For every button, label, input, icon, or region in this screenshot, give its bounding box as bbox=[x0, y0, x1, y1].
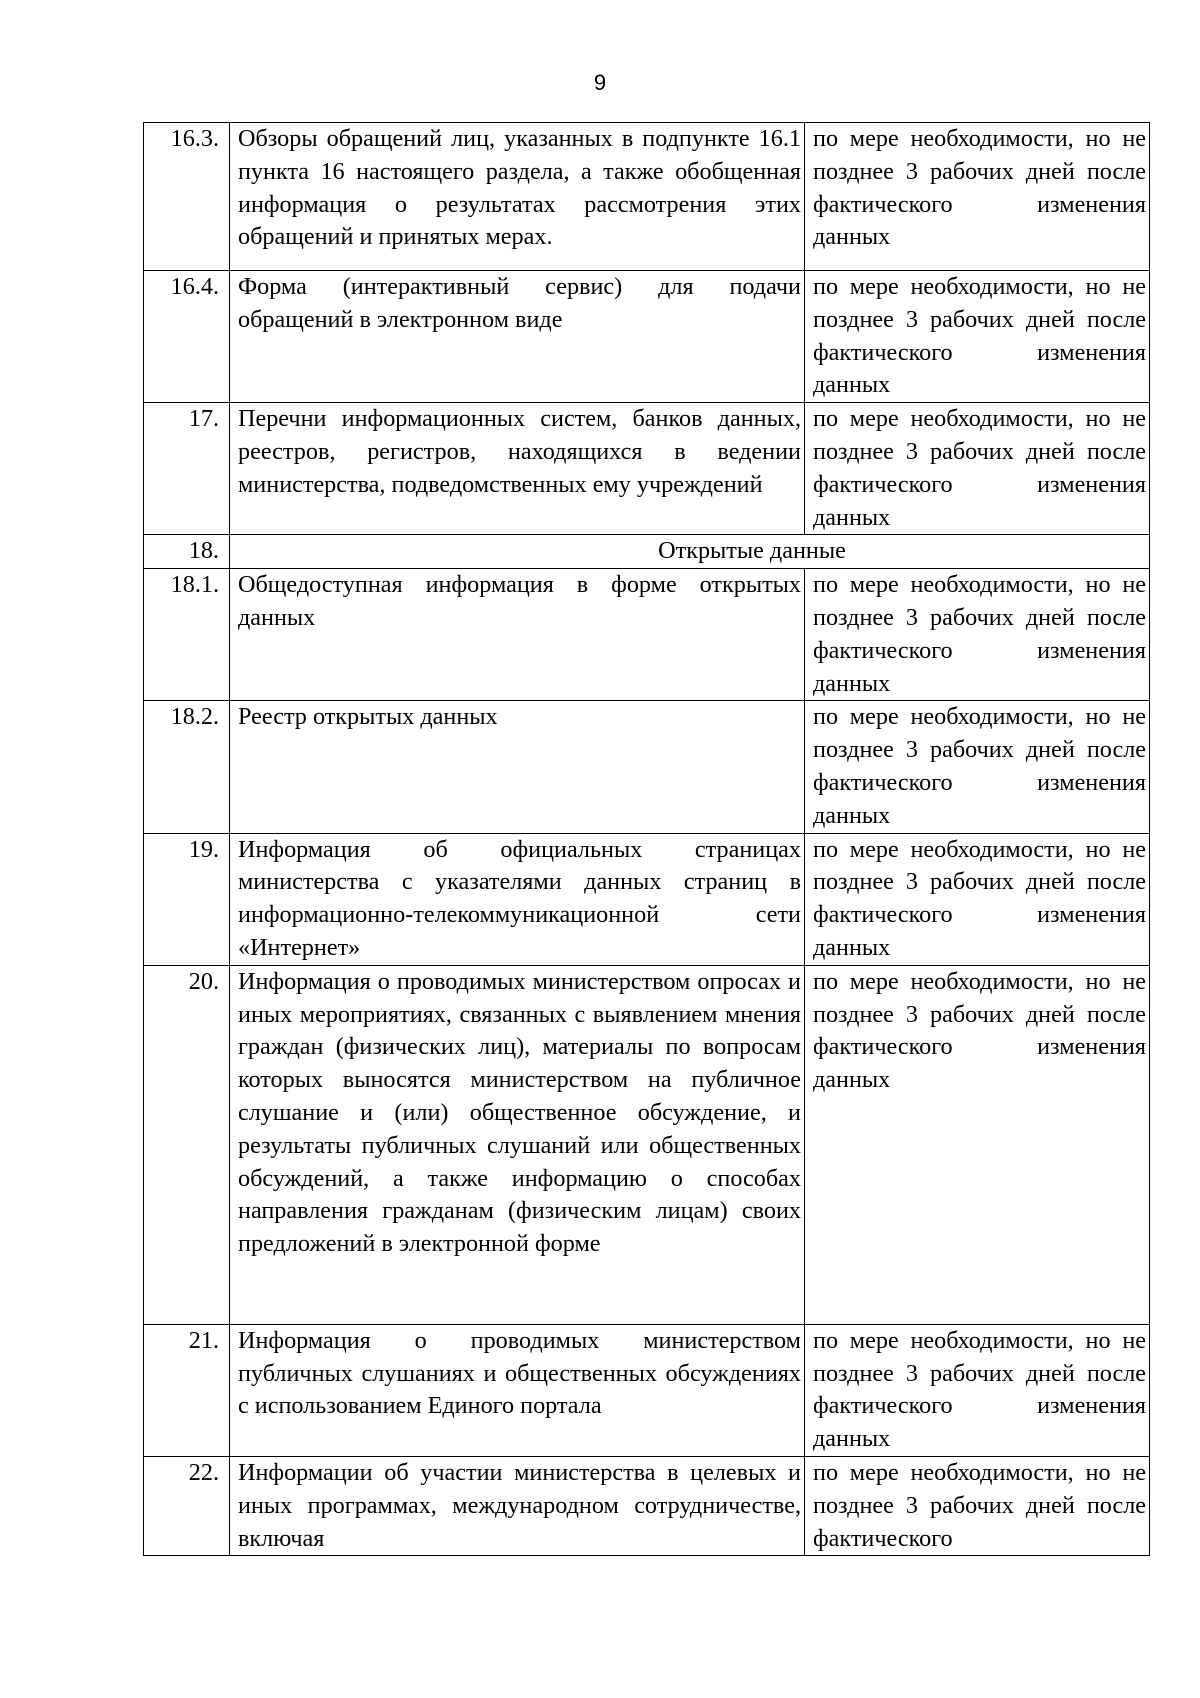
row-description: Информация об официальных страницах министерства с указателями данных страниц в информационно-телекоммуникационной сети «Интернет» bbox=[230, 833, 805, 965]
row-deadline: по мере необходимости, но не позднее 3 рабочих дней после фактического изменения данных bbox=[805, 271, 1150, 403]
row-description: Перечни информационных систем, банков данных, реестров, регистров, находящихся в ведении министерства, подведомственных ему учреждений bbox=[230, 403, 805, 535]
row-deadline: по мере необходимости, но не позднее 3 рабочих дней после фактического изменения данных bbox=[805, 701, 1150, 833]
table-row bbox=[144, 569, 1150, 701]
row-description: Информация о проводимых министерством опросах и иных мероприятиях, связанных с выявлением мнения граждан (физических лиц), материалы по вопросам которых выносятся министерством на публичное слушание и (или) общественное обсуждение, и результаты публичных слушаний или общественных обсуждений, а также информацию о способах направления гражданам (физическим лицам) своих предложений в электронной форме bbox=[230, 965, 805, 1324]
page-number: 9 bbox=[593, 70, 607, 95]
table-row bbox=[144, 965, 1150, 1324]
table-row bbox=[144, 1324, 1150, 1456]
row-number: 16.3. bbox=[144, 123, 230, 271]
row-deadline: по мере необходимости, но не позднее 3 рабочих дней после фактического изменения данных bbox=[805, 123, 1150, 271]
row-number: 18.2. bbox=[144, 701, 230, 833]
section-heading-text: Открытые данные bbox=[658, 537, 846, 565]
section-heading bbox=[230, 535, 1150, 569]
section-row bbox=[144, 535, 1150, 569]
table-row bbox=[144, 403, 1150, 535]
row-deadline: по мере необходимости, но не позднее 3 рабочих дней после фактического изменения данных bbox=[805, 833, 1150, 965]
row-description: Реестр открытых данных bbox=[230, 701, 805, 833]
row-deadline: по мере необходимости, но не позднее 3 рабочих дней после фактического изменения данных bbox=[805, 403, 1150, 535]
row-number: 22. bbox=[144, 1456, 230, 1555]
table-row bbox=[144, 701, 1150, 833]
row-description: Информации об участии министерства в целевых и иных программах, международном сотрудничестве, включая bbox=[230, 1456, 805, 1555]
row-number: 18.1. bbox=[144, 569, 230, 701]
publication-schedule-table bbox=[143, 122, 1150, 1556]
row-number: 16.4. bbox=[144, 271, 230, 403]
row-deadline: по мере необходимости, но не позднее 3 рабочих дней после фактического изменения данных bbox=[805, 569, 1150, 701]
row-description: Форма (интерактивный сервис) для подачи обращений в электронном виде bbox=[230, 271, 805, 403]
row-description: Обзоры обращений лиц, указанных в подпункте 16.1 пункта 16 настоящего раздела, а также обобщенная информация о результатах рассмотрения этих обращений и принятых мерах. bbox=[230, 123, 805, 271]
row-number: 20. bbox=[144, 965, 230, 1324]
row-deadline: по мере необходимости, но не позднее 3 рабочих дней после фактического bbox=[805, 1456, 1150, 1555]
table-row bbox=[144, 1456, 1150, 1555]
table-row bbox=[144, 123, 1150, 271]
row-deadline: по мере необходимости, но не позднее 3 рабочих дней после фактического изменения данных bbox=[805, 1324, 1150, 1456]
row-number: 18. bbox=[144, 535, 230, 569]
table-row bbox=[144, 271, 1150, 403]
row-deadline: по мере необходимости, но не позднее 3 рабочих дней после фактического изменения данных bbox=[805, 965, 1150, 1324]
row-number: 17. bbox=[144, 403, 230, 535]
table-row bbox=[144, 833, 1150, 965]
row-description: Информация о проводимых министерством публичных слушаниях и общественных обсуждениях с использованием Единого портала bbox=[230, 1324, 805, 1456]
row-description: Общедоступная информация в форме открытых данных bbox=[230, 569, 805, 701]
row-number: 19. bbox=[144, 833, 230, 965]
row-number: 21. bbox=[144, 1324, 230, 1456]
